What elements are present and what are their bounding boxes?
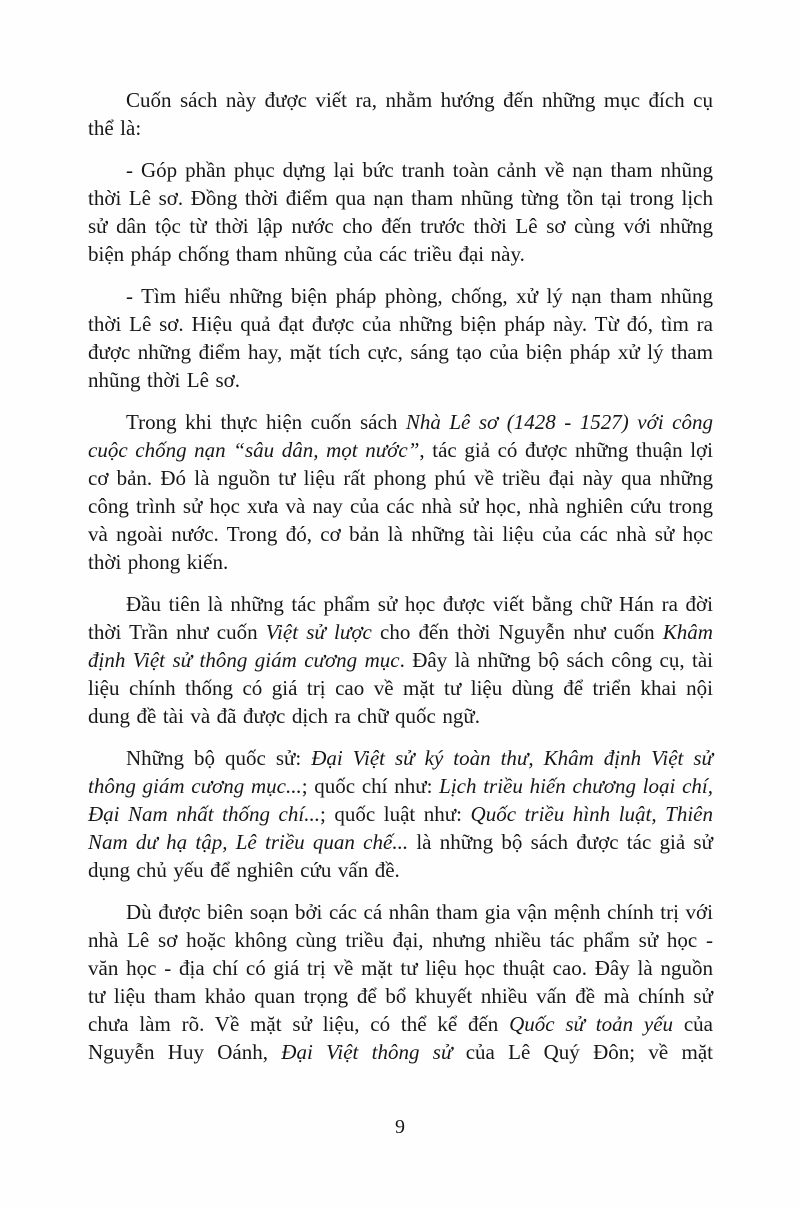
- paragraph: [88, 744, 713, 884]
- book-title-italic: Quốc triều hình luật, Thiên Nam dư hạ tập, Lê triều quan chế...: [88, 802, 713, 854]
- book-title-italic: Nhà Lê sơ (1428 - 1527) với công cuộc chống nạn “sâu dân, mọt nước”: [88, 410, 713, 462]
- text-segment: ; quốc chí như:: [301, 774, 440, 798]
- text-segment: Cuốn sách này được viết ra, nhằm hướng đến những mục đích cụ thể là:: [88, 88, 713, 140]
- text-segment: Dù được biên soạn bởi các cá nhân tham gia vận mệnh chính trị với nhà Lê sơ hoặc không cùng triều đại, nhưng nhiều tác phẩm sử học - văn học - địa chí có giá trị về mặt tư liệu học thuật cao. Đây là nguồn tư liệu tham khảo quan trọng để bổ khuyết nhiều vấn đề mà chính sử chưa làm rõ. Về mặt sử liệu, có thể kể đến: [88, 900, 713, 1036]
- text-segment: - Góp phần phục dựng lại bức tranh toàn cảnh về nạn tham nhũng thời Lê sơ. Đồng thời điểm qua nạn tham nhũng từng tồn tại trong lịch sử dân tộc từ thời lập nước cho đến trước thời Lê sơ cùng với những biện pháp chống tham nhũng của các triều đại này.: [88, 158, 713, 266]
- text-segment: của Lê Quý Đôn; về mặt: [452, 1040, 713, 1064]
- paragraph: [88, 590, 713, 730]
- text-segment: Trong khi thực hiện cuốn sách: [126, 410, 406, 434]
- book-title-italic: Việt sử lược: [265, 620, 372, 644]
- text-segment: Đầu tiên là những tác phẩm sử học được viết bằng chữ Hán ra đời thời Trần như cuốn: [88, 592, 713, 644]
- book-title-italic: Đại Việt sử ký toàn thư, Khâm định Việt sử thông giám cương mục...: [88, 746, 714, 798]
- text-segment: - Tìm hiểu những biện pháp phòng, chống, xử lý nạn tham nhũng thời Lê sơ. Hiệu quả đạt được của những biện pháp này. Từ đó, tìm ra được những điểm hay, mặt tích cực, sáng tạo của biện pháp xử lý tham nhũng thời Lê sơ.: [88, 284, 713, 392]
- text-segment: Những bộ quốc sử:: [126, 746, 312, 770]
- book-title-italic: Lịch triều hiến chương loại chí, Đại Nam nhất thống chí...: [88, 774, 713, 826]
- book-title-italic: Đại Việt thông sử: [281, 1040, 453, 1064]
- text-segment: ; quốc luật như:: [319, 802, 471, 826]
- text-segment: cho đến thời Nguyễn như cuốn: [371, 620, 663, 644]
- text-segment: . Đây là những bộ sách công cụ, tài liệu chính thống có giá trị cao về mặt tư liệu dùng để triển khai nội dung đề tài và đã được dịch ra chữ quốc ngữ.: [88, 648, 713, 728]
- text-segment: là những bộ sách được tác giả sử dụng chủ yếu để nghiên cứu vấn đề.: [88, 830, 713, 882]
- text-segment: , tác giả có được những thuận lợi cơ bản. Đó là nguồn tư liệu rất phong phú về triều đại này qua những công trình sử học xưa và nay của các nhà sử học, nhà nghiên cứu trong và ngoài nước. Trong đó, cơ bản là những tài liệu của các nhà sử học thời phong kiến.: [88, 438, 713, 574]
- paragraph: [88, 282, 713, 394]
- paragraph: [88, 898, 713, 1066]
- paragraph: [88, 408, 713, 576]
- book-title-italic: Quốc sử toản yếu: [509, 1012, 674, 1036]
- paragraph: [88, 156, 713, 268]
- paragraph: [88, 86, 713, 142]
- page-number: 9: [395, 1116, 405, 1138]
- text-segment: của Nguyễn Huy Oánh,: [88, 1012, 714, 1064]
- book-title-italic: Khâm định Việt sử thông giám cương mục: [88, 620, 713, 672]
